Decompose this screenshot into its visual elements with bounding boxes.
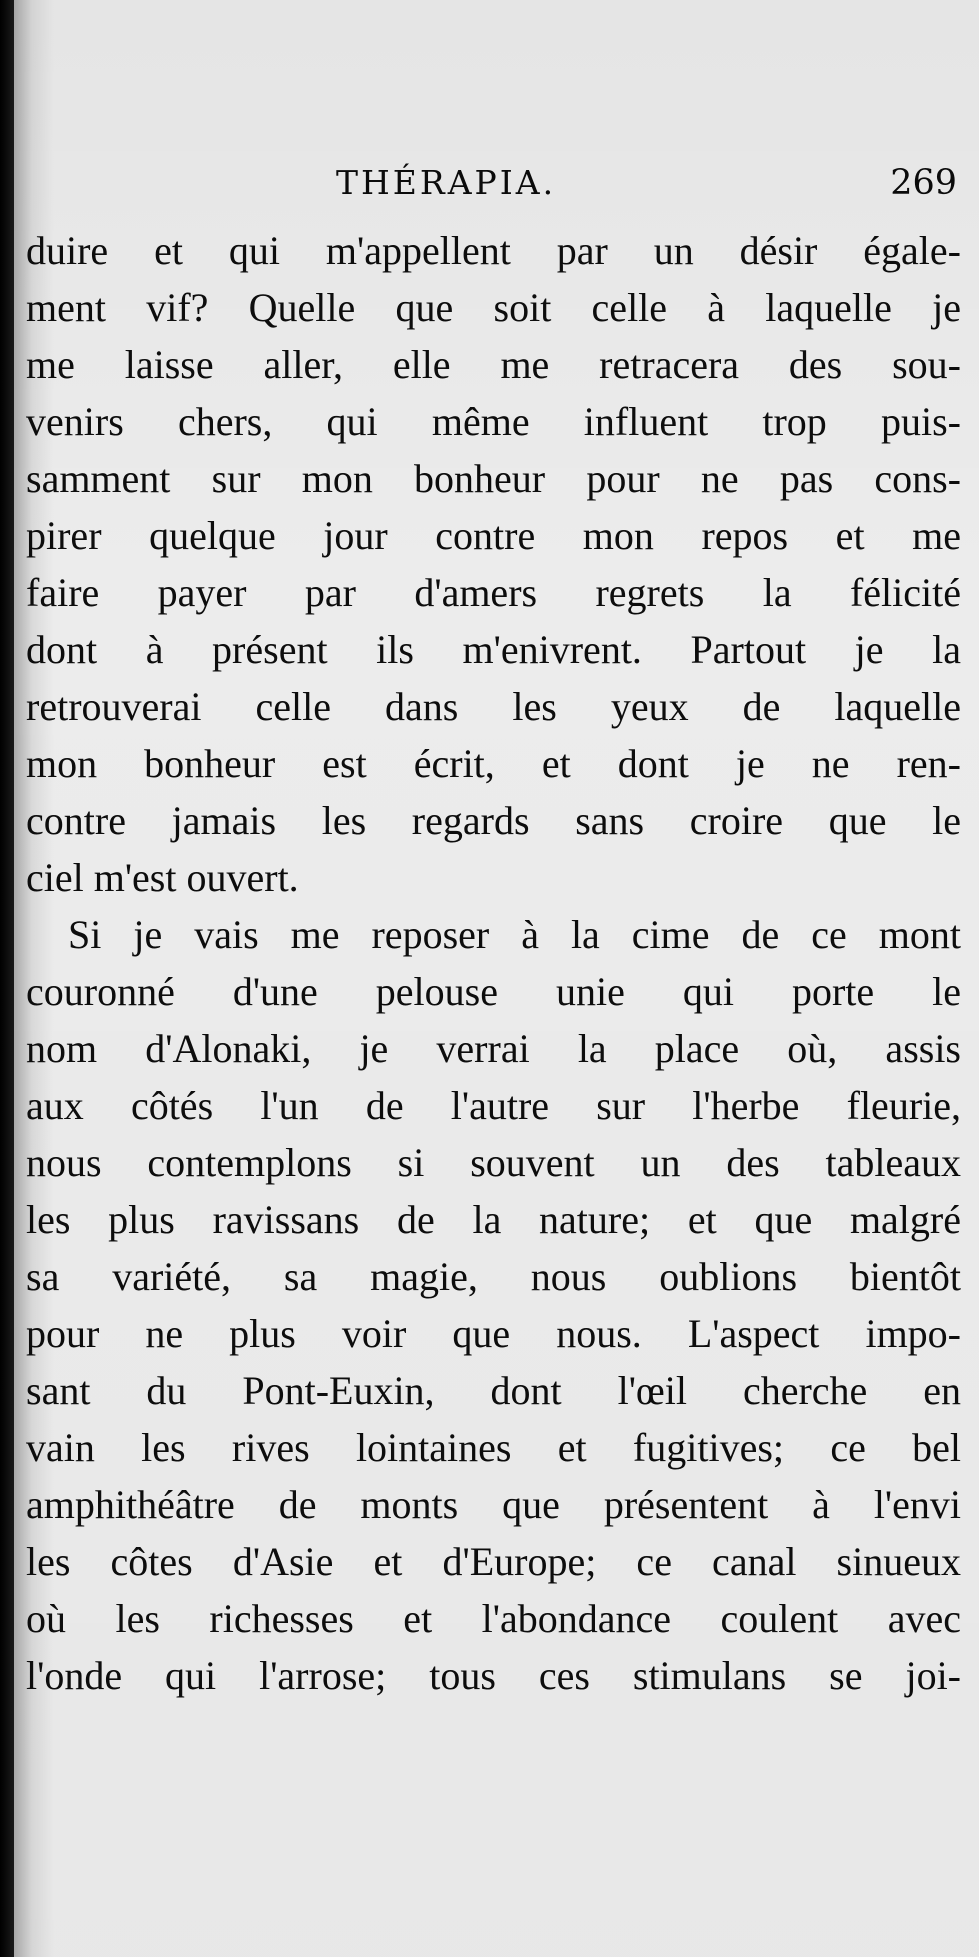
text-line: dont à présent ils m'enivrent. Partout je la <box>26 627 961 672</box>
text-line: faire payer par d'amers regrets la félicité <box>26 570 961 615</box>
text-line: l'onde qui l'arrose; tous ces stimulans se joi- <box>26 1653 961 1698</box>
page-number: 269 <box>890 163 957 203</box>
page-header <box>14 158 979 208</box>
text-line: sa variété, sa magie, nous oublions bientôt <box>26 1254 961 1299</box>
text-line: couronné d'une pelouse unie qui porte le <box>26 969 961 1014</box>
running-title: THÉRAPIA. <box>336 163 557 202</box>
text-line: me laisse aller, elle me retracera des sou- <box>26 342 961 387</box>
text-line: amphithéâtre de monts que présentent à l'envi <box>26 1482 961 1527</box>
text-line: les côtes d'Asie et d'Europe; ce canal sinueux <box>26 1539 961 1584</box>
text-line: samment sur mon bonheur pour ne pas cons- <box>26 456 961 501</box>
text-line: retrouverai celle dans les yeux de laquelle <box>26 684 961 729</box>
book-spine-shadow <box>0 0 14 1957</box>
text-line: ment vif? Quelle que soit celle à laquelle je <box>26 285 961 330</box>
text-line: nous contemplons si souvent un des tableaux <box>26 1140 961 1185</box>
text-line: aux côtés l'un de l'autre sur l'herbe fleurie, <box>26 1083 961 1128</box>
paragraph-start-line: Si je vais me reposer à la cime de ce mont <box>68 912 961 957</box>
text-line: sant du Pont-Euxin, dont l'œil cherche en <box>26 1368 961 1413</box>
text-line: mon bonheur est écrit, et dont je ne ren- <box>26 741 961 786</box>
text-line: duire et qui m'appellent par un désir égale- <box>26 228 961 273</box>
text-line: nom d'Alonaki, je verrai la place où, assis <box>26 1026 961 1071</box>
text-line: où les richesses et l'abondance coulent avec <box>26 1596 961 1641</box>
text-line: venirs chers, qui même influent trop puis- <box>26 399 961 444</box>
text-line: vain les rives lointaines et fugitives; ce bel <box>26 1425 961 1470</box>
text-line: pour ne plus voir que nous. L'aspect impo- <box>26 1311 961 1356</box>
body-text <box>26 222 961 1704</box>
text-line: les plus ravissans de la nature; et que malgré <box>26 1197 961 1242</box>
paragraph-end-line: ciel m'est ouvert. <box>26 855 299 900</box>
book-page <box>14 0 979 1957</box>
text-line: contre jamais les regards sans croire que le <box>26 798 961 843</box>
text-line: pirer quelque jour contre mon repos et me <box>26 513 961 558</box>
